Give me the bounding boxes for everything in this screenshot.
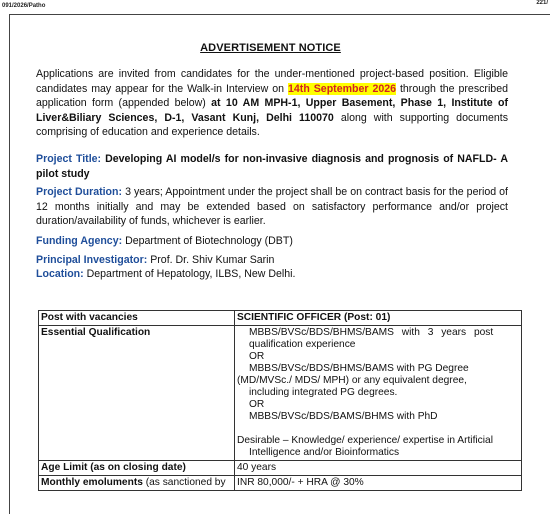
table-cell-label: Post with vacancies bbox=[39, 311, 235, 326]
qualification-line: MBBS/BVSc/BDS/BHMS/BAMS with PG Degree bbox=[249, 363, 469, 374]
project-duration-label: Project Duration: bbox=[36, 186, 123, 198]
table-row bbox=[39, 311, 522, 326]
principal-investigator-label: Principal Investigator: bbox=[36, 254, 148, 266]
notice-title: ADVERTISEMENT NOTICE bbox=[200, 42, 341, 54]
location-value: Department of Hepatology, ILBS, New Delhi. bbox=[83, 268, 296, 280]
page-number: 221/ bbox=[536, 0, 548, 6]
project-duration bbox=[36, 185, 508, 229]
intro-text-3: along with supporting documents comprising of education and experience details. bbox=[36, 111, 509, 139]
principal-investigator-value: Prof. Dr. Shiv Kumar Sarin bbox=[147, 254, 275, 266]
interview-date: 14th September 2026 bbox=[288, 82, 397, 95]
table-row bbox=[39, 461, 522, 476]
project-title bbox=[36, 152, 508, 181]
intro-text-2: through the prescribed application form (appended below) bbox=[36, 82, 508, 110]
table-cell-value: SCIENTIFIC OFFICER (Post: 01) bbox=[235, 311, 522, 326]
table-cell-value: 40 years bbox=[235, 461, 522, 476]
emoluments-label-rest: (as sanctioned by bbox=[142, 477, 226, 488]
spacer bbox=[237, 423, 519, 435]
position-details-table bbox=[38, 310, 522, 491]
document-reference: 091/2026/Patho bbox=[2, 3, 46, 9]
desirable-line: Intelligence and/or Bioinformatics bbox=[249, 447, 400, 458]
table-cell-label bbox=[39, 476, 235, 491]
emoluments-label-bold: Monthly emoluments bbox=[41, 477, 143, 488]
project-duration-value: 3 years; Appointment under the project shall be on contract basis for the period of 12 months initially and may be extended based on satisfactory performance and/or project duration/availability of funds, whichever is earlier. bbox=[36, 186, 508, 228]
table-cell-label: Essential Qualification bbox=[39, 326, 235, 461]
qualification-line: MBBS/BVSc/BDS/BHMS/BAMS with 3 years post bbox=[249, 327, 494, 338]
qualification-line: MBBS/BVSc/BDS/BAMS/BHMS with PhD bbox=[249, 411, 438, 422]
desirable-line: Desirable – Knowledge/ experience/ expertise in Artificial bbox=[237, 435, 493, 446]
location bbox=[36, 267, 508, 282]
qualification-line: OR bbox=[249, 351, 265, 362]
qualification-line: qualification experience bbox=[249, 339, 356, 350]
principal-investigator bbox=[36, 253, 508, 268]
table-row bbox=[39, 476, 522, 491]
interview-venue: at 10 AM MPH-1, Upper Basement, Phase 1, Institute of Liver&Biliary Sciences, D-1, Vasant Kunj, Delhi 110070 bbox=[36, 97, 509, 124]
table-row bbox=[39, 326, 522, 461]
table-cell-label: Age Limit (as on closing date) bbox=[39, 461, 235, 476]
funding-agency bbox=[36, 234, 508, 249]
location-label: Location: bbox=[36, 268, 84, 280]
project-title-label: Project Title: bbox=[36, 153, 102, 165]
qualification-cell bbox=[235, 326, 522, 461]
qualification-line: including integrated PG degrees. bbox=[249, 387, 398, 398]
intro-text-1: Applications are invited from candidates for the under-mentioned project-based position. Eligible candidates may appear for the Walk-in Interview on bbox=[36, 68, 508, 95]
table-cell-value: INR 80,000/- + HRA @ 30% bbox=[235, 476, 522, 491]
funding-agency-label: Funding Agency: bbox=[36, 235, 123, 247]
qualification-line: (MD/MVSc./ MDS/ MPH) or any equivalent degree, bbox=[237, 375, 467, 386]
project-title-value: Developing AI model/s for non-invasive diagnosis and prognosis of NAFLD- A pilot study bbox=[36, 153, 508, 180]
qualification-line: OR bbox=[249, 399, 265, 410]
intro-paragraph bbox=[36, 67, 508, 140]
funding-agency-value: Department of Biotechnology (DBT) bbox=[122, 235, 293, 247]
